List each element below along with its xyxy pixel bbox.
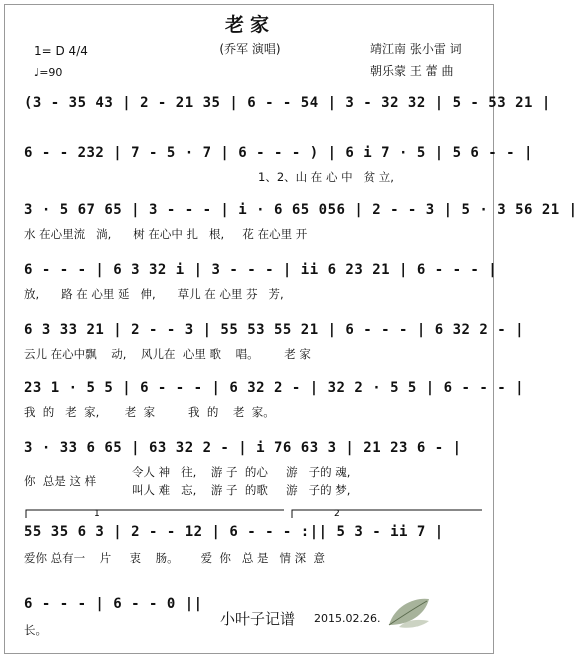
transcriber-signature: 小叶子记谱 bbox=[220, 610, 296, 628]
lyrics-line-6: 我 的 老 家, 老 家 我 的 老 家。 bbox=[24, 405, 275, 419]
lyrics-line-9: 长。 bbox=[24, 623, 47, 637]
lyrics-line-8: 爱你 总有一 片 衷 肠。 爱 你 总 是 情 深 意 bbox=[24, 551, 325, 565]
lyrics-line-4: 放, 路 在 心里 延 伸, 草儿 在 心里 芬 芳, bbox=[24, 287, 284, 301]
notation-line-3: 3 · 5 67 65 | 3 - - - | i · 6 65 056 | 2 - - 3 | 5 · 3 56 21 | bbox=[24, 202, 578, 218]
lyrics-line-2: 1、2、山 在 心 中 贫 立, bbox=[258, 170, 394, 184]
notation-line-1: (3 - 35 43 | 2 - 21 35 | 6 - - 54 | 3 - 32 32 | 5 - 53 21 | bbox=[24, 95, 551, 111]
notation-line-4: 6 - - - | 6 3 32 i | 3 - - - | ii 6 23 21 | 6 - - - | bbox=[24, 262, 498, 278]
tempo-marking: ♩=90 bbox=[34, 66, 63, 79]
composer-credit: 朝乐蒙 王 蕾 曲 bbox=[370, 64, 454, 78]
lyrics-line-7: 你 总是 这 样 bbox=[24, 474, 97, 488]
transcription-date: 2015.02.26. bbox=[314, 612, 381, 625]
notation-line-5: 6 3 33 21 | 2 - - 3 | 55 53 55 21 | 6 - - - | 6 32 2 - | bbox=[24, 322, 525, 338]
key-signature: 1= D 4/4 bbox=[34, 44, 88, 58]
lyrics-line-3: 水 在心里流 淌, 树 在心中 扎 根, 花 在心里 开 bbox=[24, 227, 308, 241]
svg-text:1: 1 bbox=[94, 509, 100, 519]
notation-line-9: 6 - - - | 6 - - 0 || bbox=[24, 596, 203, 612]
leaf-icon bbox=[385, 595, 433, 629]
verse-2-lyrics: 叫人 难 忘, 游 子 的歌 游 子的 梦, bbox=[132, 483, 351, 497]
notation-line-6: 23 1 · 5 5 | 6 - - - | 6 32 2 - | 32 2 · 5 5 | 6 - - - | bbox=[24, 380, 525, 396]
notation-line-2: 6 - - 232 | 7 - 5 · 7 | 6 - - - ) | 6 i 7 · 5 | 5 6 - - | bbox=[24, 145, 533, 161]
singer-credit: (乔军 演唱) bbox=[219, 42, 281, 56]
verse-1-lyrics: 令人 神 往, 游 子 的心 游 子的 魂, bbox=[132, 465, 351, 479]
volta-brackets bbox=[24, 506, 484, 520]
svg-text:2: 2 bbox=[334, 509, 340, 519]
lyrics-line-5: 云儿 在心中飘 动, 风儿在 心里 歌 唱。 老 家 bbox=[24, 347, 311, 361]
song-title: 老家 bbox=[224, 14, 275, 36]
notation-line-7: 3 · 33 6 65 | 63 32 2 - | i 76 63 3 | 21 23 6 - | bbox=[24, 440, 462, 456]
lyricist-credit: 靖江南 张小雷 词 bbox=[370, 42, 462, 56]
notation-line-8: 55 35 6 3 | 2 - - 12 | 6 - - - :|| 5 3 - ii 7 | bbox=[24, 524, 444, 540]
